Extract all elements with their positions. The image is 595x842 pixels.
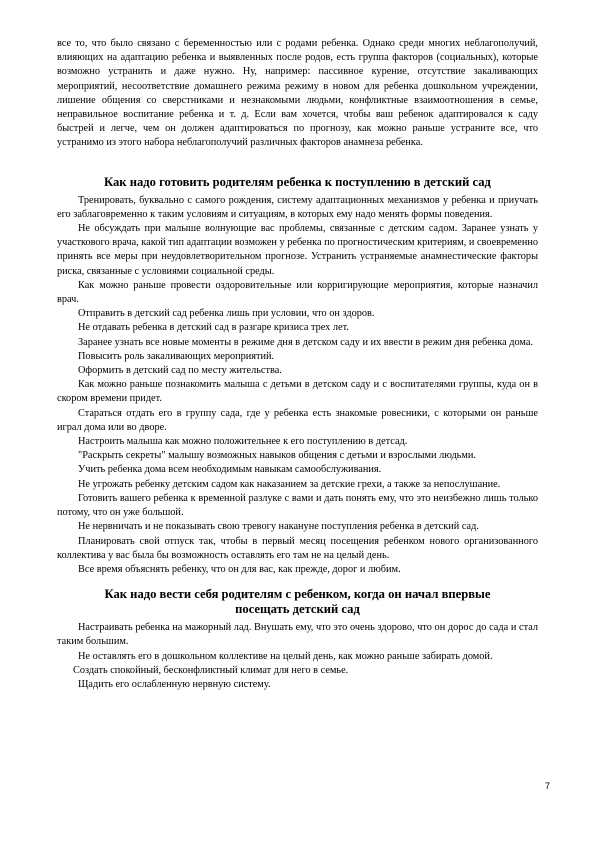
section1-paragraph: Тренировать, буквально с самого рождения, систему адаптационных механизмов у ребенка и приучать его заблаговременно к таким условиям и ситуациям, в которых ему надо менять формы поведения. bbox=[57, 194, 538, 220]
section2-heading-line2: посещать детский сад bbox=[235, 602, 360, 617]
section1-paragraph: Готовить вашего ребенка к временной разлуке с вами и дать понять ему, что это неизбежно лишь только потому, что он уже большой. bbox=[57, 492, 538, 519]
section1-paragraph: "Раскрыть секреты" малышу возможных навыков общения с детьми и взрослыми людьми. bbox=[78, 450, 476, 462]
intro-paragraph: все то, что было связано с беременностью или с родами ребенка. Однако среди многих неблагополучий, влияющих на адаптацию ребенка и выявленных после родов, есть группа факторов (социальных), которые возможно устранить и даже нужно. Ну, например: пассивное курение, отсутствие закаливающих мероприятий, несоответствие домашнего режима режиму в новом для ребенка дошкольном учреждении, лишение общения со сверстниками и незнакомыми людьми, конфликтные взаимоотношения в семье, неправильное воспитание ребенка и т. д. Если вам хочется, чтобы ваш ребенок адаптировался к саду быстрей и легче, чем он должен адаптироваться по прогнозу, как можно раньше устраните все, что устранимо из этого набора неблагополучий различных факторов анамнеза ребенка. bbox=[57, 38, 538, 149]
section1-paragraph: Не угрожать ребенку детским садом как наказанием за детские грехи, а также за непослушание. bbox=[78, 478, 501, 490]
page-number: 7 bbox=[545, 781, 551, 791]
section1-paragraph: Планировать свой отпуск так, чтобы в первый месяц посещения ребенком нового организованного коллектива у вас была бы возможность оставлять его там не на целый день. bbox=[57, 535, 538, 561]
section1-paragraph: Все время объяснять ребенку, что он для вас, как прежде, дорог и любим. bbox=[78, 563, 401, 575]
section1-paragraph: Как можно раньше провести оздоровительные или корригирующие мероприятия, которые назначил врач. bbox=[57, 279, 538, 306]
section1-paragraph: Заранее узнать все новые моменты в режиме дня в детском саду и их ввести в режим дня ребенка дома. bbox=[78, 336, 534, 348]
section1-paragraph: Повысить роль закаливающих мероприятий. bbox=[78, 350, 275, 362]
section1-paragraph: Учить ребенка дома всем необходимым навыкам самообслуживания. bbox=[78, 464, 382, 476]
section2-heading-line1: Как надо вести себя родителям с ребенком, когда он начал впервые bbox=[104, 587, 491, 602]
section1-paragraph: Настроить малыша как можно положительнее к его поступлению в детсад. bbox=[78, 436, 408, 448]
section1-paragraph: Не отдавать ребенка в детский сад в разгаре кризиса трех лет. bbox=[78, 322, 349, 334]
section2-heading bbox=[57, 587, 538, 617]
section1-paragraph: Стараться отдать его в группу сада, где у ребенка есть знакомые ровесники, с которыми он раньше играл дома или во дворе. bbox=[57, 407, 538, 433]
section1-paragraph: Отправить в детский сад ребенка лишь при условии, что он здоров. bbox=[78, 308, 375, 320]
page-content bbox=[57, 37, 538, 692]
section2-paragraph: Не оставлять его в дошкольном коллективе на целый день, как можно раньше забирать домой. bbox=[78, 650, 493, 662]
section2-paragraph: Создать спокойный, бесконфликтный климат для него в семье. bbox=[73, 664, 349, 676]
section2-paragraph: Щадить его ослабленную нервную систему. bbox=[78, 678, 271, 690]
section1-paragraph: Оформить в детский сад по месту жительства. bbox=[78, 365, 282, 377]
section1-paragraph: Не обсуждать при малыше волнующие вас проблемы, связанные с детским садом. Заранее узнать у участкового врача, какой тип адаптации возможен у ребенка по прогностическим критериям, и своевременно принять все меры при неудовлетворительном прогнозе. Устранить устраняемые анамнестические факторы риска, связанные с условиями социальной среды. bbox=[57, 223, 538, 277]
section1-paragraph: Как можно раньше познакомить малыша с детьми в детском саду и с воспитателями группы, куда он в скором времени придет. bbox=[57, 379, 538, 405]
section2-paragraph: Настраивать ребенка на мажорный лад. Внушать ему, что это очень здорово, что он дорос до сада и стал таким большим. bbox=[57, 622, 538, 648]
section1-heading: Как надо готовить родителям ребенка к поступлению в детский сад bbox=[104, 174, 491, 189]
section1-paragraph: Не нервничать и не показывать свою тревогу накануне поступления ребенка в детский сад. bbox=[78, 521, 479, 533]
